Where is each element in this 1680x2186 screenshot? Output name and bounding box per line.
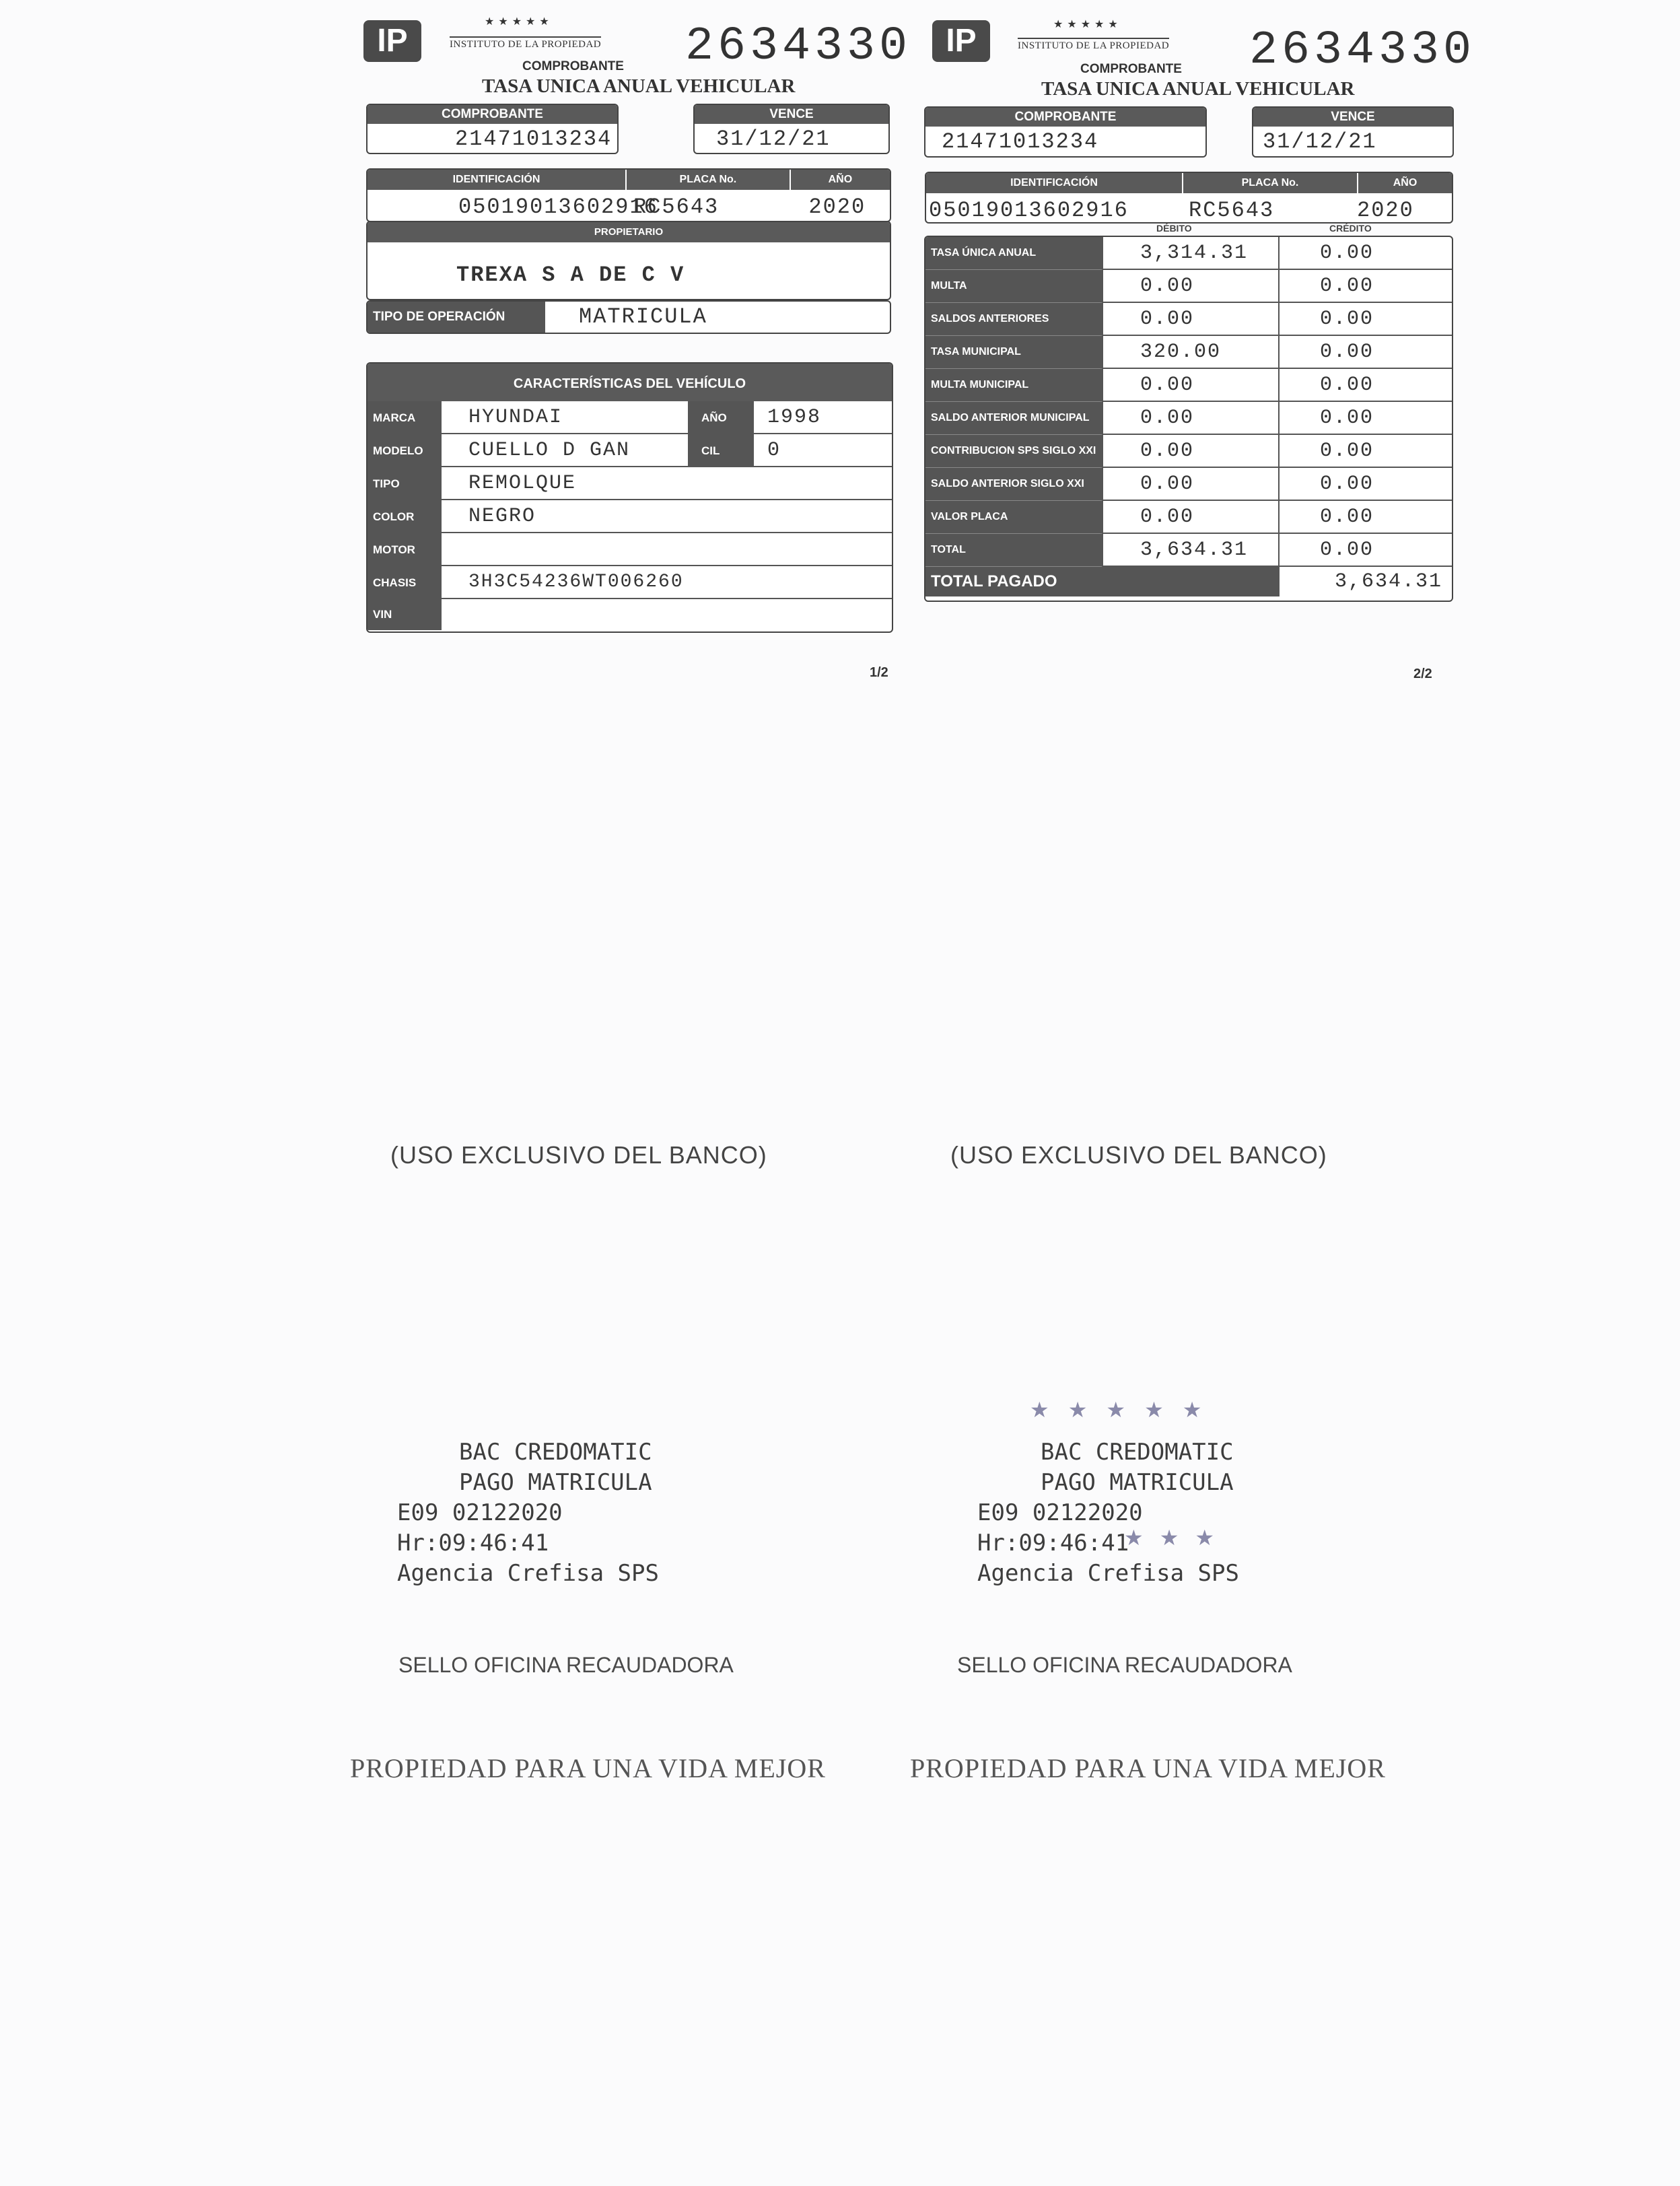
motor-label: MOTOR [368,533,440,566]
tipo-operacion-box [366,300,891,334]
charge-debito: 0.00 [1102,270,1278,303]
anio-label: AÑO [688,401,753,434]
vence-header: VENCE [1253,108,1452,127]
comprobante-box [924,106,1207,158]
identificacion-box [925,172,1453,224]
charge-label: SALDO ANTERIOR SIGLO XXI [925,468,1102,501]
charge-credito: 0.00 [1278,237,1452,270]
bank-stamp-line1: BAC CREDOMATIC [1041,1439,1234,1466]
chasis-label: CHASIS [368,566,440,599]
charge-debito: 320.00 [1102,336,1278,369]
institution-name: INSTITUTO DE LA PROPIEDAD [1018,38,1169,52]
anio-modelo-value: 1998 [753,401,892,434]
document-title: TASA UNICA ANUAL VEHICULAR [1041,78,1355,100]
vence-header: VENCE [695,105,888,124]
bank-stamp-line3: E09 02122020 [397,1499,563,1526]
identificacion-box [366,168,891,222]
charge-label: MULTA [925,270,1102,303]
charge-credito: 0.00 [1278,435,1452,468]
charge-label: CONTRIBUCION SPS SIGLO XXI [925,435,1102,468]
charge-debito: 3,314.31 [1102,237,1278,270]
placa-header: PLACA No. [625,170,790,190]
charge-debito: 0.00 [1102,303,1278,336]
bank-stamp-line5: Agencia Crefisa SPS [397,1560,659,1587]
bank-stamp-line4: Hr:09:46:41 [397,1530,549,1557]
marca-value: HYUNDAI [440,401,688,434]
star-icon: ★★★ [1124,1526,1231,1550]
placa-value: RC5643 [1189,198,1275,223]
bank-stamp-line2: PAGO MATRICULA [459,1469,652,1496]
charge-label: TASA ÚNICA ANUAL [925,237,1102,270]
identificacion-value: 05019013602916 [458,195,658,219]
identificacion-header: IDENTIFICACIÓN [368,170,625,190]
modelo-value: CUELLO D GAN [440,434,688,467]
vence-value: 31/12/21 [1263,129,1377,154]
page-number: 1/2 [870,665,888,680]
tipo-operacion-value: MATRICULA [579,304,707,329]
charge-debito: 0.00 [1102,468,1278,501]
vin-value [440,599,892,630]
document-title: TASA UNICA ANUAL VEHICULAR [482,75,796,97]
ip-logo-icon: IP [363,20,421,62]
modelo-label: MODELO [368,434,440,467]
bank-use-label: (USO EXCLUSIVO DEL BANCO) [390,1141,767,1169]
charges-row [925,402,1452,435]
stars-icon: ★★★★★ [485,16,553,28]
vin-label: VIN [368,599,440,630]
slogan: PROPIEDAD PARA UNA VIDA MEJOR [350,1753,826,1783]
total-pagado-value: 3,634.31 [1278,567,1452,596]
comprobante-label: COMPROBANTE [522,59,624,73]
comprobante-box [366,104,619,154]
bank-use-label: (USO EXCLUSIVO DEL BANCO) [950,1141,1327,1169]
comprobante-label: COMPROBANTE [1080,62,1182,76]
charges-table [924,236,1453,602]
charge-credito: 0.00 [1278,534,1452,567]
charge-label: SALDO ANTERIOR MUNICIPAL [925,402,1102,435]
slogan: PROPIEDAD PARA UNA VIDA MEJOR [910,1753,1386,1783]
marca-label: MARCA [368,401,440,434]
placa-header: PLACA No. [1182,173,1357,193]
sello-label: SELLO OFICINA RECAUDADORA [957,1653,1292,1677]
bank-stamp-line3: E09 02122020 [977,1499,1143,1526]
anio-header: AÑO [790,170,890,190]
charge-credito: 0.00 [1278,468,1452,501]
charge-credito: 0.00 [1278,402,1452,435]
tipo-value: REMOLQUE [440,467,892,500]
charge-label: TASA MUNICIPAL [925,336,1102,369]
comprobante-value: 21471013234 [455,127,612,151]
charge-label: TOTAL [925,534,1102,567]
comprobante-value: 21471013234 [942,129,1099,154]
charge-debito: 0.00 [1102,501,1278,534]
stars-icon: ★★★★★ [1053,19,1122,30]
charge-credito: 0.00 [1278,270,1452,303]
vence-value: 31/12/21 [716,127,831,151]
chasis-value: 3H3C54236WT006260 [440,566,892,599]
anio-header: AÑO [1357,173,1452,193]
tipo-label: TIPO [368,467,440,500]
debito-header: DÉBITO [1156,223,1192,234]
motor-value [440,533,892,566]
charges-row [925,336,1452,369]
cil-value: 0 [753,434,892,467]
placa-value: RC5643 [633,195,720,219]
ip-logo-icon: IP [932,20,990,62]
institution-name: INSTITUTO DE LA PROPIEDAD [450,36,601,50]
charge-debito: 3,634.31 [1102,534,1278,567]
anio-value: 2020 [808,195,866,219]
vence-box [1252,106,1454,158]
charges-row [925,435,1452,468]
comprobante-header: COMPROBANTE [925,108,1205,127]
star-icon: ★★★★★ [1030,1398,1221,1422]
bank-stamp-line5: Agencia Crefisa SPS [977,1560,1239,1587]
charge-label: VALOR PLACA [925,501,1102,534]
total-pagado-label: TOTAL PAGADO [925,567,1278,596]
charge-debito: 0.00 [1102,402,1278,435]
receipt-number: 2634330 [685,20,912,73]
bank-stamp-line2: PAGO MATRICULA [1041,1469,1234,1496]
color-value: NEGRO [440,500,892,533]
charge-credito: 0.00 [1278,336,1452,369]
charge-credito: 0.00 [1278,369,1452,402]
identificacion-header: IDENTIFICACIÓN [926,173,1182,193]
charges-row [925,501,1452,534]
cil-label: CIL [688,434,753,467]
bank-stamp-line4: Hr:09:46:41 [977,1530,1129,1557]
receipt-number: 2634330 [1249,24,1476,77]
credito-header: CRÉDITO [1329,223,1372,234]
color-label: COLOR [368,500,440,533]
charges-row [925,237,1452,270]
charges-row [925,369,1452,402]
charge-debito: 0.00 [1102,435,1278,468]
identificacion-value: 05019013602916 [929,198,1129,223]
tipo-operacion-label: TIPO DE OPERACIÓN [368,302,545,333]
propietario-box [366,221,891,300]
charge-credito: 0.00 [1278,501,1452,534]
vehicle-details-header: CARACTERÍSTICAS DEL VEHÍCULO [368,364,892,401]
charge-credito: 0.00 [1278,303,1452,336]
charges-row [925,468,1452,501]
charges-row [925,270,1452,303]
propietario-header: PROPIETARIO [368,222,890,242]
sello-label: SELLO OFICINA RECAUDADORA [398,1653,734,1677]
bank-stamp-line1: BAC CREDOMATIC [459,1439,652,1466]
anio-value: 2020 [1357,198,1414,223]
propietario-value: TREXA S A DE C V [456,263,685,287]
page-number: 2/2 [1413,667,1432,681]
charge-debito: 0.00 [1102,369,1278,402]
charge-label: SALDOS ANTERIORES [925,303,1102,336]
charges-row [925,534,1452,567]
vehicle-details-box [366,362,893,633]
charges-row [925,303,1452,336]
charge-label: MULTA MUNICIPAL [925,369,1102,402]
vence-box [693,104,890,154]
comprobante-header: COMPROBANTE [368,105,617,124]
